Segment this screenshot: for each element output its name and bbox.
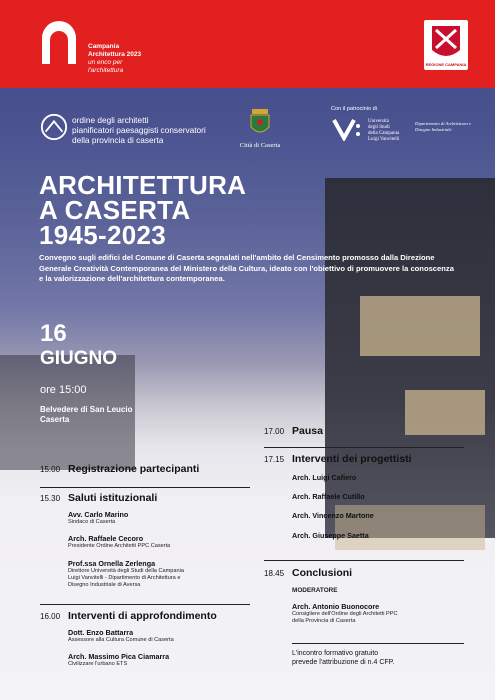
ordine-logo-icon — [40, 113, 68, 141]
event-venue: Belvedere di San Leucio Caserta — [40, 405, 133, 424]
moderatore-label: MODERATORE — [292, 587, 338, 594]
universita-label: Università degli Studi della Campania Luigi Vanvitelli — [368, 119, 400, 142]
conc-time: 18.45 — [264, 569, 285, 578]
regione-label: REGIONE CAMPANIA — [425, 62, 467, 67]
building-right — [325, 178, 495, 538]
speaker-role: Sindaco di Caserta — [68, 519, 116, 525]
window — [360, 296, 480, 356]
logo-number: 23 — [52, 52, 64, 63]
speaker-name: Prof.ssa Ornella Zerlenga — [68, 559, 156, 568]
regione-logo — [424, 20, 468, 70]
intro-text: Convegno sugli edifici del Comune di Caserta segnalati nell'ambito del Censimento promosso dalla Direzione Generale Creatività Contemporanea del Ministero della Cultura, ideato con l'obiettivo di promuovere la conoscenza e la valorizzazione dell'architettura contemporanea. — [39, 253, 454, 283]
speaker-name: Dott. Enzo Battarra — [68, 628, 134, 637]
speaker-role: Assessore alla Cultura Comune di Caserta — [68, 637, 174, 643]
progettista-name: Arch. Giuseppe Saetta — [292, 531, 369, 540]
pausa-time: 17.00 — [264, 427, 285, 436]
sal-title: Saluti istituzionali — [68, 492, 158, 504]
speaker-name: Arch. Massimo Pica Ciamarra — [68, 652, 170, 661]
progettista-name: Arch. Vincenzo Martone — [292, 511, 374, 520]
cfp-note: L'incontro formativo gratuito prevede l'attribuzione di n.4 CFP. — [292, 650, 395, 666]
prog-title: Interventi dei progettisti — [292, 453, 412, 465]
citta-coat-of-arms-icon — [248, 106, 272, 140]
sal-time: 15.30 — [40, 494, 61, 503]
vanvitelli-logo-icon — [332, 117, 362, 141]
speaker-role: Presidente Ordine Architetti PPC Caserta — [68, 543, 171, 549]
window — [405, 390, 485, 435]
moderatore-name: Arch. Antonio Buonocore — [292, 602, 380, 611]
divider — [40, 604, 250, 605]
speaker-name: Arch. Raffaele Cecoro — [68, 534, 144, 543]
page-title: ARCHITETTURA A CASERTA 1945-2023 — [39, 170, 247, 250]
conc-title: Conclusioni — [292, 567, 353, 579]
patrocinio-label: Con il patrocinio di — [331, 106, 378, 112]
speaker-name: Avv. Carlo Marino — [68, 510, 129, 519]
event-month: GIUGNO — [40, 348, 118, 369]
pausa-title: Pausa — [292, 425, 323, 437]
reg-time: 15.00 — [40, 465, 61, 474]
moderatore-role: Consigliere dell'Ordine degli Architetti PPC della Provincia di Caserta — [292, 611, 398, 624]
progettista-name: Arch. Raffaele Cutillo — [292, 492, 365, 501]
event-time: ore 15:00 — [40, 384, 87, 396]
app-time: 16.00 — [40, 612, 61, 621]
divider — [264, 560, 464, 561]
divider — [292, 643, 464, 644]
dipartimento-label: Dipartimento di Architettura e Disegno Industriale — [415, 121, 472, 132]
prog-time: 17.15 — [264, 455, 285, 464]
campania-label: Campania Architettura 2023 un enco per l'architettura — [88, 43, 142, 74]
speaker-role: Direttore Università degli Studi della Campania Luigi Vanvitelli - Dipartimento di Architettura e Disegno Industriale di Aversa — [68, 568, 184, 588]
event-day: 16 — [40, 320, 67, 347]
speaker-role: Civilizzare l'urbano ETS — [68, 661, 128, 667]
divider — [40, 487, 250, 488]
reg-title: Registrazione partecipanti — [68, 463, 200, 475]
progettista-name: Arch. Luigi Cafiero — [292, 473, 357, 482]
divider — [264, 447, 464, 448]
ordine-label: ordine degli architetti pianificatori paesaggisti conservatori della provincia di caserta — [72, 115, 206, 145]
citta-label: Città di Caserta — [239, 142, 281, 149]
app-title: Interventi di approfondimento — [68, 610, 217, 622]
